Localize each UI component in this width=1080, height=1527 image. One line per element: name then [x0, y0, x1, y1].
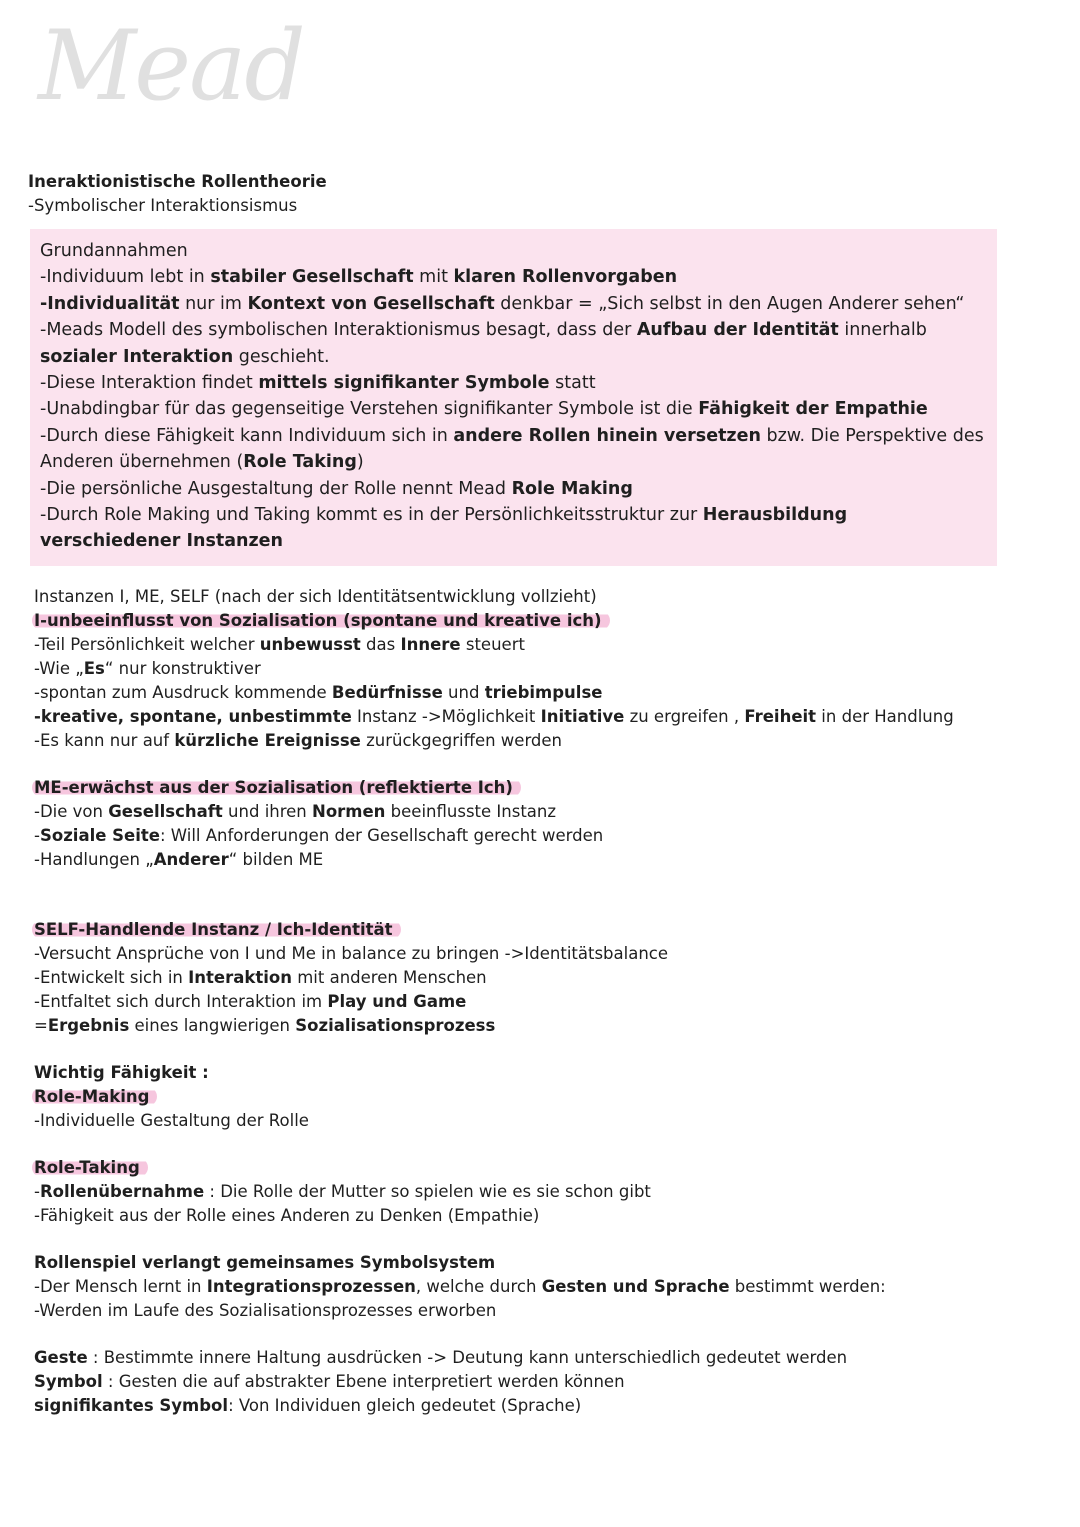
text-bold: unbewusst [259, 635, 361, 654]
text: zu ergreifen , [624, 707, 745, 726]
text: -Entfaltet sich durch Interaktion im [34, 992, 328, 1011]
text-bold: triebimpulse [484, 683, 603, 702]
text-bold: klaren Rollenvorgaben [453, 267, 678, 288]
section-role-taking [34, 1156, 651, 1228]
text: : Die Rolle der Mutter so spielen wie es sie schon gibt [204, 1182, 651, 1201]
text-bold: Symbol [34, 1372, 103, 1391]
theory-subtitle: -Symbolischer Interaktionsismus [28, 196, 298, 215]
section-me [34, 776, 603, 872]
section-heading-me: ME-erwächst aus der Sozialisation (reflektierte Ich) [32, 778, 521, 797]
definition-item [34, 1370, 847, 1394]
text: steuert [460, 635, 525, 654]
list-item [34, 824, 603, 848]
text-bold: Es [83, 659, 105, 678]
text: -Meads Modell des symbolischen Interaktionismus besagt, dass der [40, 320, 637, 341]
text-bold: Interaktion [188, 968, 292, 987]
text-bold: Ergebnis [47, 1016, 130, 1035]
text-bold: Role Taking [243, 452, 357, 473]
text-bold: Innere [400, 635, 461, 654]
text: statt [549, 373, 596, 394]
list-item [34, 990, 668, 1014]
text-bold: signifikantes Symbol [34, 1396, 229, 1415]
symbol-heading: Rollenspiel verlangt gemeinsames Symbolsystem [34, 1253, 496, 1272]
assumptions-heading: Grundannahmen [40, 241, 188, 261]
section-definitions [34, 1346, 847, 1418]
text: zurückgegriffen werden [360, 731, 563, 750]
text-bold: mittels signifikanter Symbole [258, 373, 550, 394]
theory-title: Ineraktionistische Rollentheorie [28, 172, 327, 191]
text: : Will Anforderungen der Gesellschaft gerecht werden [159, 826, 604, 845]
text: -Durch Role Making und Taking kommt es in der Persönlichkeitsstruktur zur [40, 505, 703, 526]
text: und ihren [222, 802, 313, 821]
text: und [442, 683, 485, 702]
text: -Diese Interaktion findet [40, 373, 259, 394]
assumption-line [40, 264, 987, 290]
text-bold: Aufbau der Identität [636, 320, 839, 341]
text: : Von Individuen gleich gedeutet (Sprache) [228, 1396, 582, 1415]
text: nur im [179, 293, 248, 314]
list-item [34, 729, 954, 753]
text-bold: kürzliche Ereignisse [174, 731, 361, 750]
assumption-line [40, 502, 987, 555]
section-heading-role-taking: Role-Taking [32, 1158, 148, 1177]
text: -Der Mensch lernt in [34, 1277, 207, 1296]
text: - [34, 1182, 40, 1201]
text-bold: Herausbildung verschiedener Instanzen [40, 505, 848, 552]
list-item [34, 1014, 668, 1038]
text-bold: Freiheit [744, 707, 817, 726]
assumption-line [40, 476, 987, 502]
text-bold: Play und Game [327, 992, 467, 1011]
text: -Teil Persönlichkeit welcher [34, 635, 260, 654]
text-bold: Sozialisationsprozess [295, 1016, 496, 1035]
text-bold: andere Rollen hinein versetzen [453, 425, 761, 446]
text: -Handlungen „ [34, 850, 154, 869]
section-self [34, 918, 668, 1038]
list-item: -Werden im Laufe des Sozialisationsprozesses erworben [34, 1301, 497, 1320]
assumptions-box [30, 229, 997, 566]
text-bold: Soziale Seite [39, 826, 160, 845]
roles-heading: Wichtig Fähigkeit : [34, 1063, 209, 1082]
text: -Die von [34, 802, 109, 821]
text: bzw. Die Perspektive des Anderen übernehmen ( [40, 425, 984, 473]
text-bold: -kreative, spontane, unbestimmte [34, 707, 352, 726]
text-bold: Normen [312, 802, 386, 821]
text: - [34, 826, 40, 845]
list-item [34, 848, 603, 872]
list-item [34, 705, 954, 729]
instanzen-intro: Instanzen I, ME, SELF (nach der sich Identitätsentwicklung vollzieht) [34, 587, 597, 606]
list-item [34, 800, 603, 824]
text: ) [356, 452, 364, 473]
text-bold: Gesten und Sprache [541, 1277, 730, 1296]
section-symbol [34, 1251, 886, 1323]
text: -Wie „ [34, 659, 84, 678]
text-bold: -Individualität [40, 293, 180, 314]
text: Instanz ->Möglichkeit [351, 707, 541, 726]
text: -Individuum lebt in [40, 267, 211, 288]
definition-item [34, 1346, 847, 1370]
text: -Entwickelt sich in [34, 968, 189, 987]
list-item: -Versucht Ansprüche von I und Me in balance zu bringen ->Identitätsbalance [34, 944, 669, 963]
text: innerhalb [838, 320, 927, 341]
list-item [34, 1180, 651, 1204]
text: : Bestimmte innere Haltung ausdrücken -> Deutung kann unterschiedlich gedeutet werden [87, 1348, 848, 1367]
section-heading-i: I-unbeeinflusst von Sozialisation (spontane und kreative ich) [32, 611, 610, 630]
text-bold: Rollenübernahme [39, 1182, 205, 1201]
text: bestimmt werden: [729, 1277, 886, 1296]
text: das [360, 635, 401, 654]
page-title: Mead [38, 10, 304, 122]
section-heading-role-making: Role-Making [32, 1087, 157, 1106]
assumption-line [40, 317, 987, 370]
assumption-line [40, 370, 987, 396]
text: eines langwierigen [129, 1016, 296, 1035]
text: -spontan zum Ausdruck kommende [34, 683, 332, 702]
text-bold: sozialer Interaktion [40, 346, 234, 367]
text: -Durch diese Fähigkeit kann Individuum sich in [40, 425, 454, 446]
text: denkbar = „Sich selbst in den Augen Anderer sehen“ [494, 293, 965, 314]
text-bold: Integrationsprozessen [206, 1277, 416, 1296]
text: geschieht. [233, 346, 330, 367]
list-item: -Individuelle Gestaltung der Rolle [34, 1111, 309, 1130]
text: “ nur konstruktiver [104, 659, 261, 678]
assumption-line [40, 396, 987, 422]
section-i [34, 585, 954, 753]
text-bold: stabiler Gesellschaft [210, 267, 414, 288]
text: mit [413, 267, 454, 288]
text: , welche durch [415, 1277, 542, 1296]
text-bold: Role Making [511, 478, 633, 499]
text: -Unabdingbar für das gegenseitige Verstehen signifikanter Symbole ist die [40, 399, 699, 420]
assumption-line [40, 423, 987, 476]
document-heading [28, 170, 327, 218]
text-bold: Gesellschaft [108, 802, 223, 821]
list-item [34, 1275, 886, 1299]
text: “ bilden ME [228, 850, 324, 869]
text-bold: Bedürfnisse [331, 683, 443, 702]
text-bold: Fähigkeit der Empathie [698, 399, 928, 420]
list-item: -Fähigkeit aus der Rolle eines Anderen zu Denken (Empathie) [34, 1206, 540, 1225]
text: mit anderen Menschen [291, 968, 487, 987]
text-bold: Anderer [153, 850, 229, 869]
section-roles [34, 1061, 309, 1133]
text: : Gesten die auf abstrakter Ebene interpretiert werden können [102, 1372, 625, 1391]
list-item [34, 681, 954, 705]
list-item [34, 657, 954, 681]
assumption-line [40, 291, 987, 317]
text: -Es kann nur auf [34, 731, 175, 750]
text-bold: Initiative [540, 707, 625, 726]
text-bold: Kontext von Gesellschaft [247, 293, 495, 314]
definition-item [34, 1394, 847, 1418]
text: beeinflusste Instanz [385, 802, 557, 821]
section-heading-self: SELF-Handlende Instanz / Ich-Identität [32, 920, 401, 939]
list-item [34, 966, 668, 990]
text: -Die persönliche Ausgestaltung der Rolle nennt Mead [40, 478, 512, 499]
list-item [34, 633, 954, 657]
text: in der Handlung [816, 707, 954, 726]
text: = [34, 1016, 48, 1035]
text-bold: Geste [34, 1348, 88, 1367]
